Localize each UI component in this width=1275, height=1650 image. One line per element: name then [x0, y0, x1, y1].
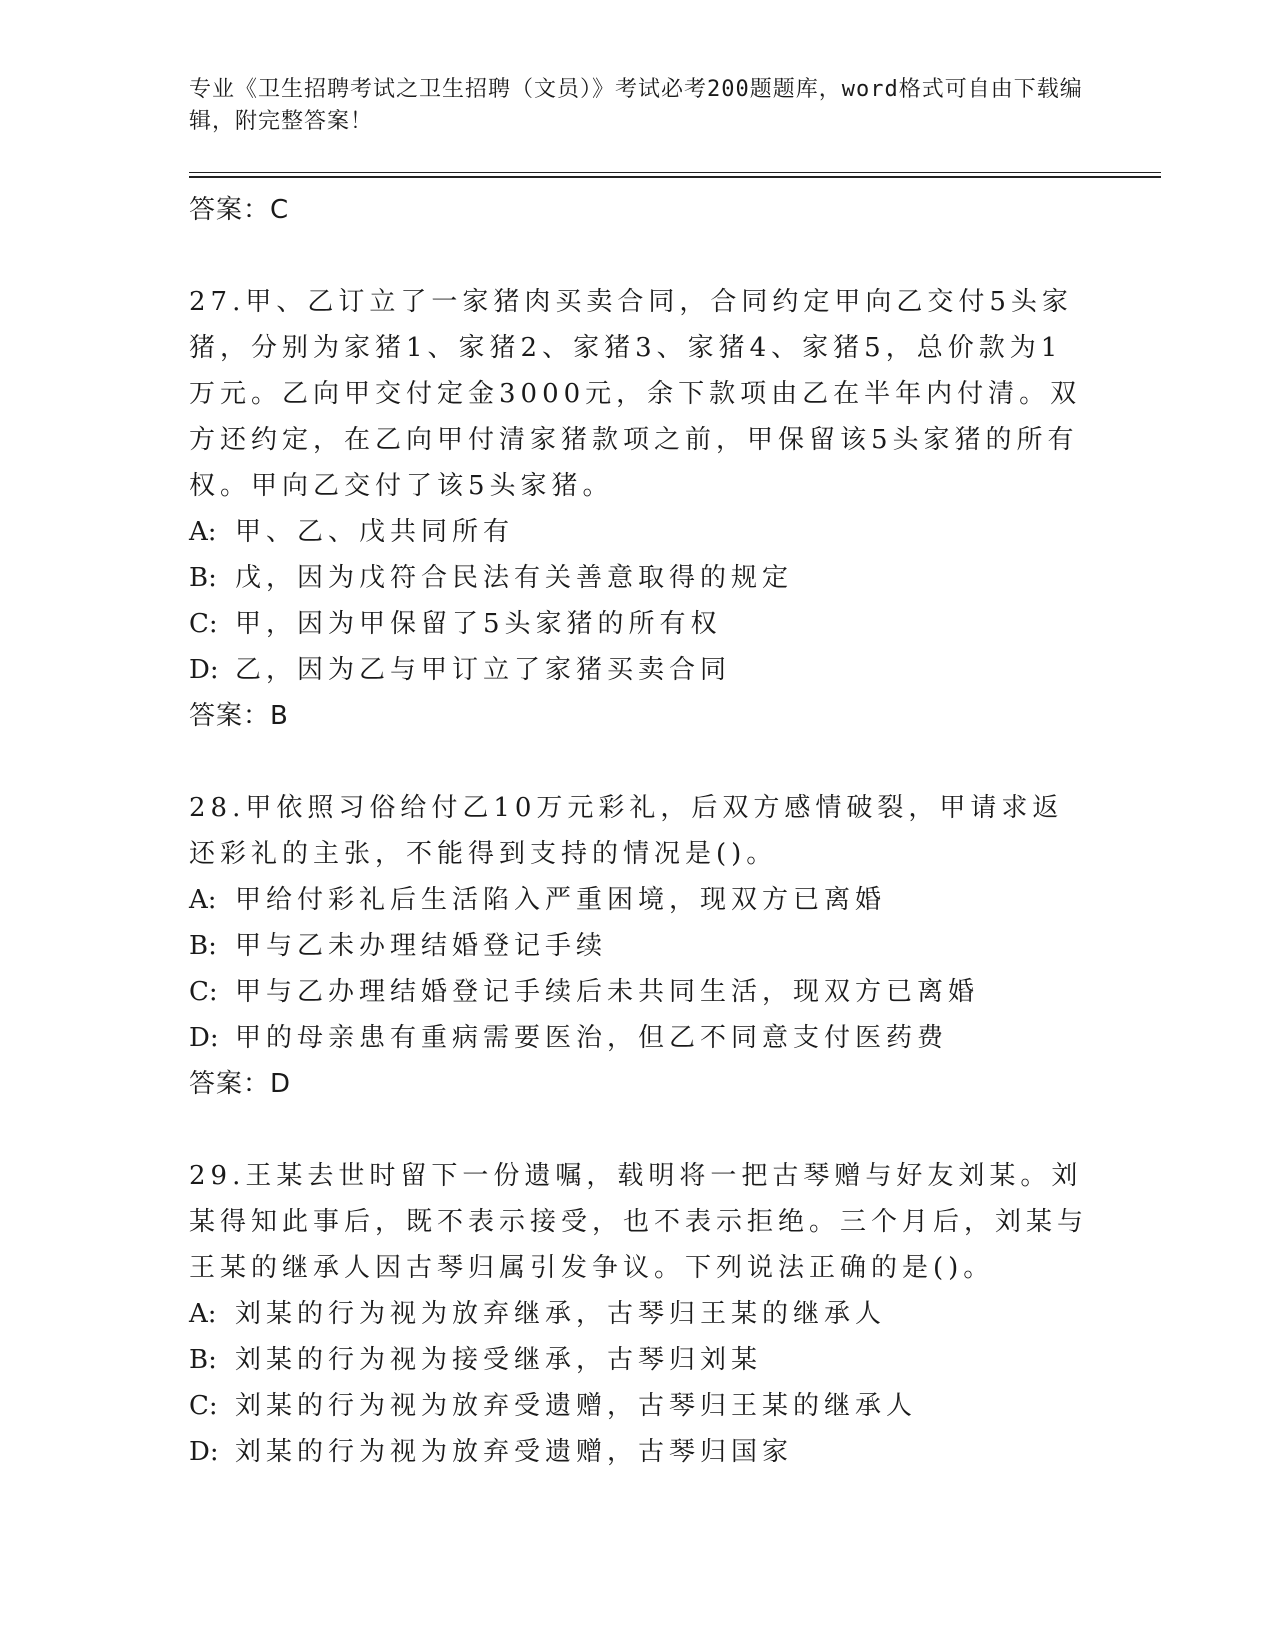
question-29: [189, 1153, 1089, 1475]
option-key: B:: [189, 563, 217, 593]
option-a: [189, 509, 1089, 555]
option-d: [189, 647, 1089, 693]
option-c: [189, 1383, 1089, 1429]
option-key: D:: [189, 1023, 219, 1053]
question-27: [189, 279, 1089, 739]
option-text: 刘某的行为视为接受继承，古琴归刘某: [235, 1345, 763, 1375]
option-key: B:: [189, 1345, 217, 1375]
option-c: [189, 969, 1089, 1015]
option-key: D:: [189, 1437, 219, 1467]
option-a: [189, 877, 1089, 923]
option-text: 甲给付彩礼后生活陷入严重困境，现双方已离婚: [235, 885, 887, 915]
option-key: C:: [189, 609, 218, 639]
header-rule-thick: [189, 176, 1161, 178]
option-a: [189, 1291, 1089, 1337]
option-d: [189, 1015, 1089, 1061]
option-text: 刘某的行为视为放弃受遗赠，古琴归国家: [235, 1437, 794, 1467]
header-rule-thin: [189, 172, 1161, 173]
answer-line: 答案：D: [189, 1069, 292, 1099]
document-header: 专业《卫生招聘考试之卫生招聘（文员）》考试必考200题题库，word格式可自由下载编辑，附完整答案！: [189, 77, 1083, 134]
question-28: [189, 785, 1089, 1107]
answer-line: 答案：C: [189, 195, 290, 225]
option-text: 乙，因为乙与甲订立了家猪买卖合同: [235, 655, 732, 685]
option-key: C:: [189, 1391, 218, 1421]
option-text: 甲，因为甲保留了5头家猪的所有权: [235, 609, 722, 639]
option-text: 甲、乙、戊共同所有: [235, 517, 515, 547]
option-b: [189, 1337, 1089, 1383]
option-key: C:: [189, 977, 218, 1007]
option-text: 刘某的行为视为放弃受遗赠，古琴归王某的继承人: [235, 1391, 918, 1421]
option-c: [189, 601, 1089, 647]
question-stem: 28.甲依照习俗给付乙10万元彩礼，后双方感情破裂，甲请求返还彩礼的主张，不能得到支持的情况是()。: [189, 793, 1064, 869]
option-d: [189, 1429, 1089, 1475]
option-key: A:: [189, 517, 217, 547]
option-text: 甲的母亲患有重病需要医治，但乙不同意支付医药费: [235, 1023, 949, 1053]
question-stem: 27.甲、乙订立了一家猪肉买卖合同，合同约定甲向乙交付5头家猪，分别为家猪1、家猪2、家猪3、家猪4、家猪5，总价款为1万元。乙向甲交付定金3000元，余下款项由乙在半年内付清。双方还约定，在乙向甲付清家猪款项之前，甲保留该5头家猪的所有权。甲向乙交付了该5头家猪。: [189, 287, 1082, 501]
question-content: [189, 187, 1089, 1475]
option-b: [189, 555, 1089, 601]
option-key: D:: [189, 655, 219, 685]
question-stem: 29.王某去世时留下一份遗嘱，载明将一把古琴赠与好友刘某。刘某得知此事后，既不表示接受，也不表示拒绝。三个月后，刘某与王某的继承人因古琴归属引发争议。下列说法正确的是()。: [189, 1161, 1089, 1283]
option-key: A:: [189, 1299, 217, 1329]
option-text: 甲与乙未办理结婚登记手续: [235, 931, 608, 961]
option-text: 戊，因为戊符合民法有关善意取得的规定: [235, 563, 794, 593]
option-key: A:: [189, 885, 217, 915]
option-text: 刘某的行为视为放弃继承，古琴归王某的继承人: [235, 1299, 887, 1329]
option-b: [189, 923, 1089, 969]
option-key: B:: [189, 931, 217, 961]
answer-line: 答案：B: [189, 701, 289, 731]
option-text: 甲与乙办理结婚登记手续后未共同生活，现双方已离婚: [235, 977, 980, 1007]
